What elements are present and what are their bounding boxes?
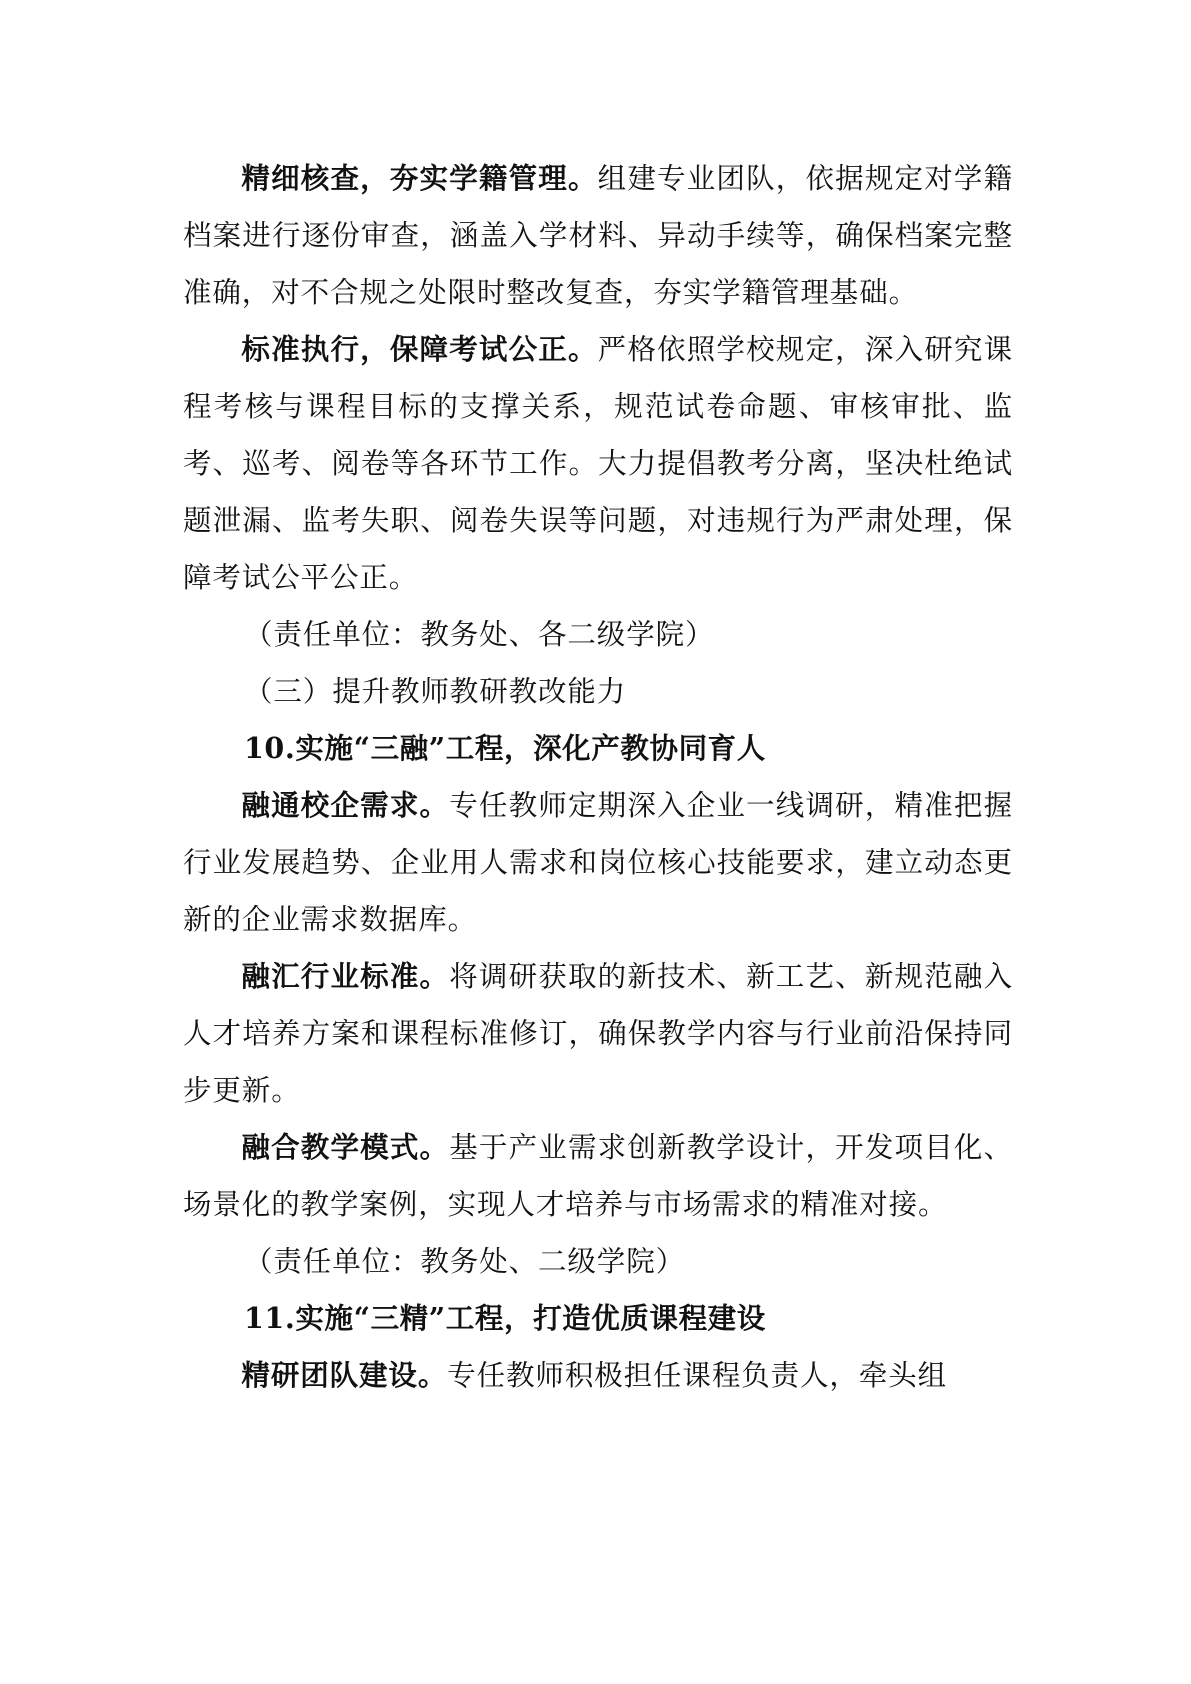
paragraph-lead: 精研团队建设。 [241,1358,448,1392]
responsible-unit-note: （责任单位：教务处、二级学院） [244,1245,686,1278]
paragraph-lead: 融汇行业标准。 [241,959,450,993]
paragraph-text: 组建专业团队，依据规定对学籍档案进行逐份审查，涵盖入学材料、异动手续等，确保档案完整准确，对不合规之处限时整改复查，夯实学籍管理基础。 [183,162,1013,309]
paragraph-text: 将调研获取的新技术、新工艺、新规范融入人才培养方案和课程标准修订，确保教学内容与行业前沿保持同步更新。 [183,960,1013,1107]
paragraph-text: 严格依照学校规定，深入研究课程考核与课程目标的支撑关系，规范试卷命题、审核审批、监考、巡考、阅卷等各环节工作。大力提倡教考分离，坚决杜绝试题泄漏、监考失职、阅卷失误等问题，对违规行为严肃处理，保障考试公平公正。 [183,333,1013,594]
item-heading-10: 10.实施“三融”工程，深化产教协同育人 [244,731,766,765]
paragraph-school-enterprise [183,777,1013,948]
item-heading-11: 11.实施“三精”工程，打造优质课程建设 [244,1301,766,1335]
responsible-unit-note: （责任单位：教务处、各二级学院） [244,618,715,651]
paragraph-text: 专任教师定期深入企业一线调研，精准把握行业发展趋势、企业用人需求和岗位核心技能要求，建立动态更新的企业需求数据库。 [183,789,1013,936]
paragraph-industry-standards [183,948,1013,1119]
paragraph-text: 专任教师积极担任课程负责人，牵头组 [447,1359,948,1392]
paragraph-team-building [183,1347,1013,1404]
paragraph-lead: 精细核查，夯实学籍管理。 [241,161,598,195]
paragraph-lead: 标准执行，保障考试公正。 [241,332,598,366]
paragraph-exam-fairness [183,321,1013,606]
section-subtitle: （三）提升教师教研教改能力 [244,675,627,708]
paragraph-teaching-model [183,1119,1013,1233]
document-body [183,150,1013,1404]
paragraph-lead: 融合教学模式。 [241,1130,450,1164]
paragraph-student-records [183,150,1013,321]
paragraph-text: 基于产业需求创新教学设计，开发项目化、场景化的教学案例，实现人才培养与市场需求的精准对接。 [183,1131,1013,1221]
paragraph-lead: 融通校企需求。 [241,788,450,822]
